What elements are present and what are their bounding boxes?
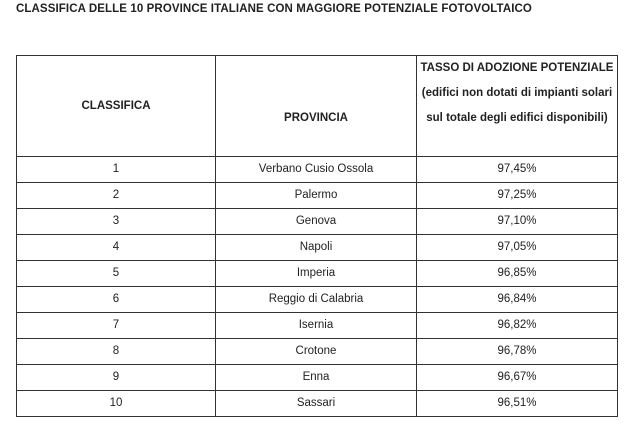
cell-rank: 5 <box>17 261 216 287</box>
cell-rate: 97,05% <box>417 235 618 261</box>
header-adoption-rate-label: TASSO DI ADOZIONE POTENZIALE (edifici non dotati di impianti solari sul totale degli edifici disponibili) <box>420 62 614 124</box>
cell-rank: 10 <box>17 391 216 417</box>
cell-province: Enna <box>216 365 417 391</box>
header-adoption-rate <box>417 56 618 157</box>
cell-province: Palermo <box>216 183 417 209</box>
cell-rank: 3 <box>17 209 216 235</box>
cell-rank: 7 <box>17 313 216 339</box>
cell-province: Napoli <box>216 235 417 261</box>
header-rank-label: CLASSIFICA <box>81 100 151 112</box>
cell-province: Reggio di Calabria <box>216 287 417 313</box>
cell-province: Imperia <box>216 261 417 287</box>
cell-rate: 97,10% <box>417 209 618 235</box>
document-title: CLASSIFICA DELLE 10 PROVINCE ITALIANE CON MAGGIORE POTENZIALE FOTOVOLTAICO <box>16 3 532 15</box>
cell-rate: 96,84% <box>417 287 618 313</box>
cell-province: Sassari <box>216 391 417 417</box>
cell-rank: 2 <box>17 183 216 209</box>
ranking-table <box>16 55 618 417</box>
cell-province: Verbano Cusio Ossola <box>216 157 417 183</box>
cell-rank: 8 <box>17 339 216 365</box>
cell-province: Isernia <box>216 313 417 339</box>
cell-rate: 96,51% <box>417 391 618 417</box>
cell-rank: 4 <box>17 235 216 261</box>
table-row <box>17 287 618 313</box>
table-header-row <box>17 56 618 157</box>
header-province-label: PROVINCIA <box>284 112 348 124</box>
cell-rank: 1 <box>17 157 216 183</box>
cell-province: Genova <box>216 209 417 235</box>
table-row <box>17 183 618 209</box>
cell-rate: 96,78% <box>417 339 618 365</box>
table-row <box>17 339 618 365</box>
cell-rank: 9 <box>17 365 216 391</box>
cell-rate: 96,82% <box>417 313 618 339</box>
cell-rate: 97,45% <box>417 157 618 183</box>
cell-rate: 96,67% <box>417 365 618 391</box>
table-row <box>17 391 618 417</box>
header-province <box>216 56 417 157</box>
table-row <box>17 209 618 235</box>
table-row <box>17 235 618 261</box>
table-row <box>17 313 618 339</box>
table-row <box>17 157 618 183</box>
table-row <box>17 261 618 287</box>
cell-rate: 96,85% <box>417 261 618 287</box>
cell-rate: 97,25% <box>417 183 618 209</box>
cell-province: Crotone <box>216 339 417 365</box>
header-rank <box>17 56 216 157</box>
cell-rank: 6 <box>17 287 216 313</box>
table-row <box>17 365 618 391</box>
